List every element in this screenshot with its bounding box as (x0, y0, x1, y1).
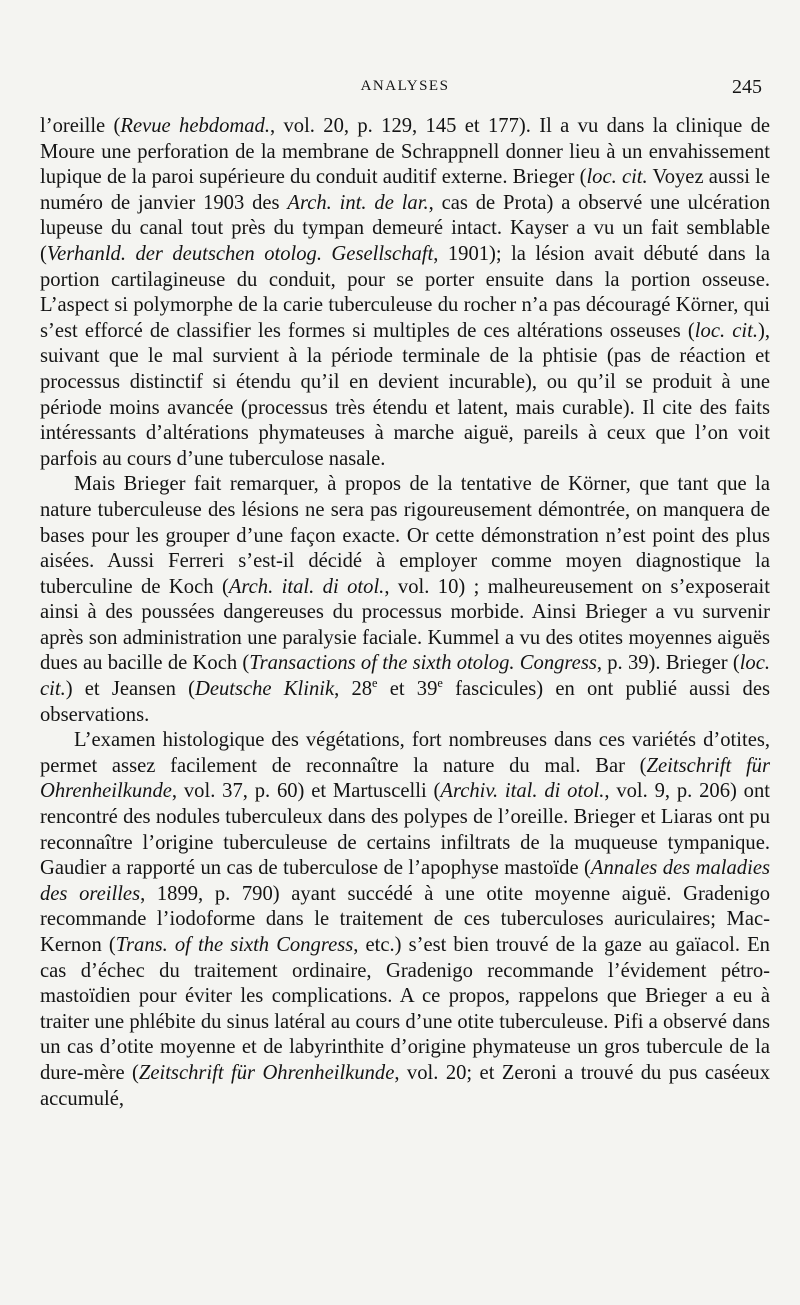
citation-title: Annales des maladies des oreilles (40, 857, 770, 905)
text-run: , vol. 9, p. 206) ont rencontré des nodules tuberculeux dans des polypes de l’oreille. Brieger et Liaras ont pu reconnaître l’origine tuberculeuse de certains infiltrats de la muqueuse tympanique. Gaudier a rapporté un cas de tuberculose de l’apophyse mastoïde ( (40, 780, 770, 880)
citation-title: Trans. of the sixth Congress (115, 934, 354, 956)
citation-title: loc. cit. (586, 166, 648, 189)
text-run: , vol. 20, p. 129, 145 et 177). Il a vu dans la clinique de Moure une perforation de la membrane de Schrappnell donner lieu à un envahissement lupique de la paroi supérieure du conduit auditif externe. Brieger ( (40, 115, 771, 189)
text-run: , 28 (334, 678, 373, 701)
text-run: l’oreille ( (40, 115, 121, 137)
paragraph-1 (40, 114, 770, 472)
text-run: ) et Jeansen ( (65, 678, 195, 701)
text-run: et 39 (377, 678, 438, 701)
citation-title: Arch. int. de lar. (287, 191, 429, 214)
citation-title: Zeitschrift für Ohrenheilkunde (40, 754, 770, 803)
running-title: ANALYSES (360, 78, 450, 94)
text-run: , vol. 10) ; malheureusement on s’exposerait ainsi à des poussées dangereuses du processus morbide. Ainsi Brieger a vu survenir après son administration une paralysie faciale. Kummel a vu des otites moyennes aiguës dues au bacille de Koch ( (40, 575, 770, 675)
text-run: , cas de Prota) a observé une ulcération lupeuse du canal tout près du tympan demeuré intact. Kayser a vu un fait semblable ( (40, 191, 770, 265)
text-run: , 1899, p. 790) ayant succédé à une otite moyenne aiguë. Gradenigo recommande l’iodoforme dans le traitement de ces tuberculoses auriculaires; Mac-Kernon ( (40, 882, 770, 956)
text-run: ), suivant que le mal survient à la période terminale de la phtisie (pas de réaction et processus distinctif si étendu qu’il en devient incurable), ou qu’il se produit à une période moins avancée (processus très étendu et latent, mais curable). Il cite des faits intéressants d’altérations phymateuses à marche aiguë, pareils à ceux que l’on voit parfois au cours d’une tuberculose nasale. (40, 319, 770, 470)
superscript: e (437, 676, 443, 691)
page-number: 245 (732, 76, 762, 98)
citation-title: Archiv. ital. di otol. (440, 780, 605, 803)
citation-title: Arch. ital. di otol. (228, 575, 385, 598)
citation-title: Transactions of the sixth otolog. Congress (249, 652, 597, 675)
text-run: Mais Brieger fait remarquer, à propos de la tentative de Körner, que tant que la nature tuberculeuse des lésions ne sera pas rigoureusement démontrée, on manquera de bases pour les grouper d’une façon exacte. Or cette démonstration n’est point des plus aisées. Aussi Ferreri s’est-il décidé à employer comme moyen diagnostique la tuberculine de Koch ( (40, 473, 770, 598)
citation-title: loc. cit. (694, 319, 758, 342)
superscript: e (372, 676, 378, 691)
running-header (40, 76, 770, 100)
text-run: Voyez aussi le numéro de janvier 1903 des (40, 166, 771, 214)
text-run: , vol. 37, p. 60) et Martuscelli ( (171, 780, 441, 803)
citation-title: Verhanld. der deutschen otolog. Gesellschaft (46, 242, 434, 265)
paragraph-2 (40, 472, 770, 728)
text-run: , p. 39). Brieger ( (596, 652, 740, 675)
text-run: , etc.) s’est bien trouvé de la gaze au gaïacol. En cas d’échec du traitement ordinaire, Gradenigo recommande l’évidement pétro-mastoïdien pour éviter les complications. A ce propos, rappelons que Brieger a eu à traiter une phlébite du sinus latéral au cours d’une otite tuberculeuse. Pifi a observé dans un cas d’otite moyenne et de labyrinthite d’origine phymateuse un gros tubercule de la dure-mère ( (40, 934, 770, 1084)
text-run: , vol. 20; et Zeroni a trouvé du pus caséeux accumulé, (40, 1061, 770, 1110)
text-run: , 1901); la lésion avait débuté dans la portion cartilagineuse du conduit, pour se porter ensuite dans la portion osseuse. L’aspect si polymorphe de la carie tuberculeuse du rocher n’a pas découragé Körner, qui s’est efforcé de classifier les formes si multiples de ces altérations osseuses ( (40, 242, 770, 342)
citation-title: Revue hebdomad. (120, 115, 270, 137)
citation-title: loc. cit. (40, 652, 770, 701)
text-run: fascicules) en ont publié aussi des observations. (40, 678, 770, 726)
paragraph-3 (40, 728, 770, 1112)
citation-title: Deutsche Klinik (194, 678, 335, 701)
body-text (40, 114, 770, 1112)
citation-title: Zeitschrift für Ohrenheilkunde (138, 1061, 395, 1084)
text-run: L’examen histologique des végétations, fort nombreuses dans ces variétés d’otites, permet assez facilement de reconnaître la nature du mal. Bar ( (40, 729, 770, 777)
